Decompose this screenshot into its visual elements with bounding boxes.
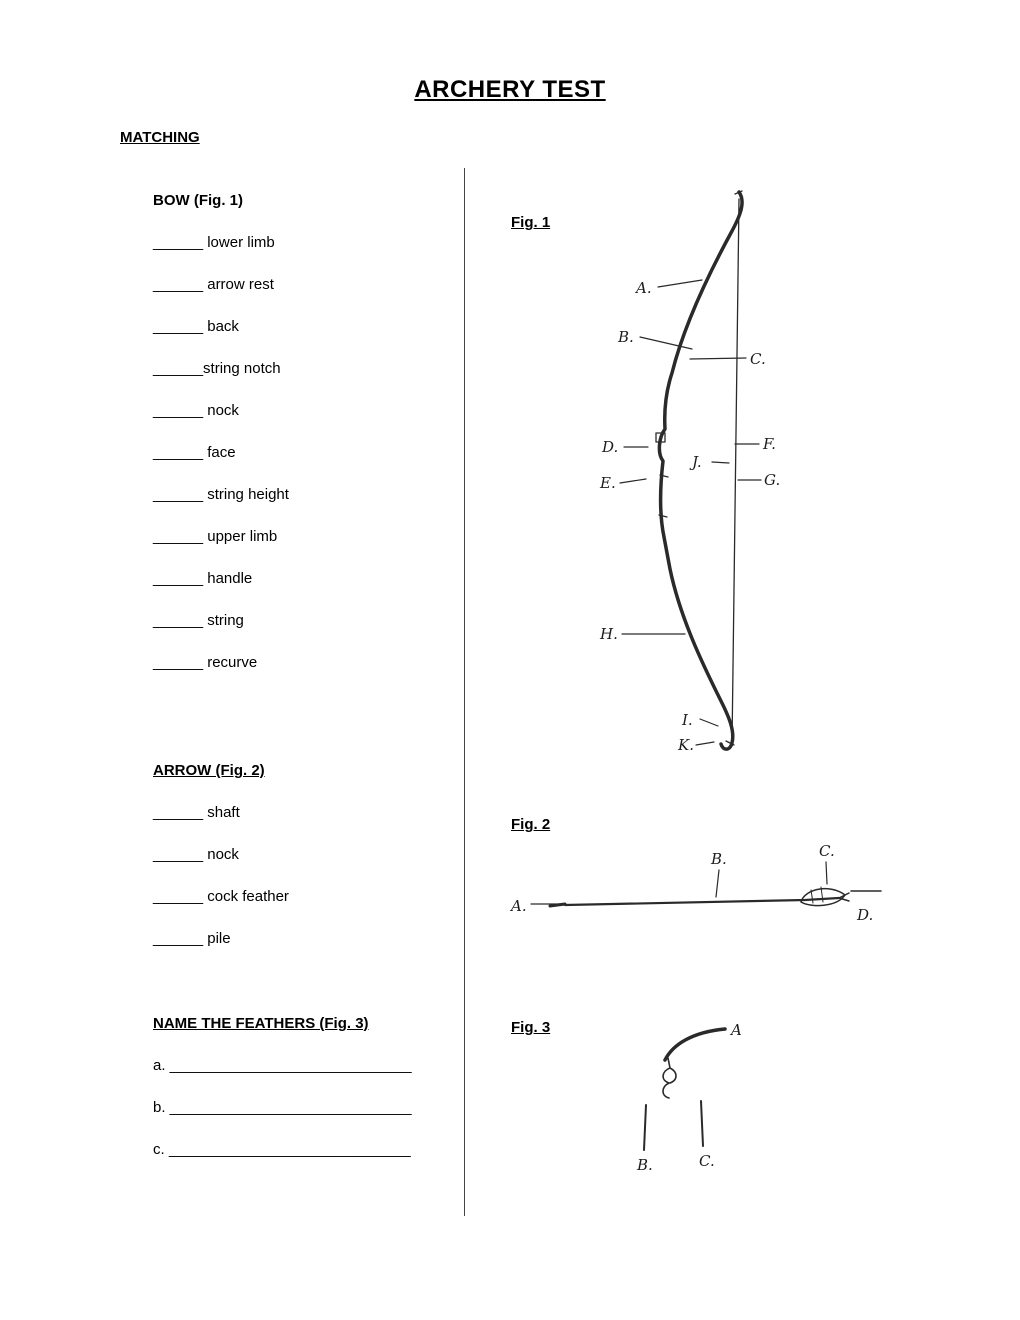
fig3-label-b: B. (637, 1156, 653, 1174)
fig1-pointer-e (620, 479, 646, 483)
fig1-pointer-j (712, 462, 729, 463)
feathers-item-list (153, 1057, 473, 1159)
matching-item: ______ nock (153, 846, 239, 863)
answer-line: a. _____________________________ (153, 1057, 412, 1074)
fig1-label-k: K. (678, 736, 694, 754)
matching-item: ______ face (153, 444, 236, 461)
bow-section (153, 192, 473, 672)
tip-notch-detail (726, 191, 742, 745)
fig3-label-c: C. (699, 1152, 715, 1170)
fig1-pointer-i (700, 719, 718, 726)
matching-item: ______ cock feather (153, 888, 289, 905)
feather-line-c (701, 1101, 703, 1146)
fig1-label-j: J. (692, 453, 702, 471)
arrow-item-list (153, 804, 473, 948)
matching-item: ______ recurve (153, 654, 258, 671)
fig2-pointer-b (716, 870, 719, 897)
fig2-label-d: D. (857, 906, 874, 924)
fig2-label-a: A. (511, 897, 527, 915)
matching-item: ______ string height (153, 486, 289, 503)
matching-item: ______ string (153, 612, 244, 629)
matching-item: ______ upper limb (153, 528, 278, 545)
nock-sketch (663, 1058, 676, 1098)
matching-item: ______ nock (153, 402, 239, 419)
fig1-label-b: B. (618, 328, 634, 346)
fig3-feathers-drawing (615, 1008, 765, 1183)
fig1-caption: Fig. 1 (511, 214, 551, 231)
arrow-section-heading: ARROW (Fig. 2) (153, 762, 265, 779)
fig2-label-c: C. (819, 842, 835, 860)
arrow-section (153, 762, 473, 948)
arrow-shaft-line (565, 898, 839, 905)
fig2-label-b: B. (711, 850, 727, 868)
matching-item: ______ arrow rest (153, 276, 274, 293)
fig1-label-i: I. (682, 711, 693, 729)
fig2-pointer-c (826, 862, 827, 884)
cock-feather-curve (665, 1029, 725, 1060)
fig1-pointer-a (658, 280, 702, 287)
matching-item: ______ handle (153, 570, 253, 587)
matching-item: ______ lower limb (153, 234, 275, 251)
feather-line-b (644, 1105, 646, 1150)
feathers-section (153, 1015, 473, 1159)
matching-item: ______ back (153, 318, 239, 335)
page-title: ARCHERY TEST (414, 76, 606, 103)
fig1-label-d: D. (602, 438, 619, 456)
fig1-label-f: F. (763, 435, 776, 453)
matching-heading: MATCHING (120, 129, 200, 146)
fig3-label-a: A (731, 1021, 742, 1039)
fig1-label-e: E. (600, 474, 616, 492)
fig1-pointer-k (696, 742, 714, 745)
fig1-label-g: G. (764, 471, 781, 489)
bow-item-list (153, 234, 473, 672)
fig1-bow-drawing (588, 185, 788, 765)
fig3-caption: Fig. 3 (511, 1019, 551, 1036)
answer-line: c. _____________________________ (153, 1141, 411, 1158)
matching-item: ______string notch (153, 360, 281, 377)
fig1-label-a: A. (636, 279, 652, 297)
fig1-label-c: C. (750, 350, 766, 368)
fig2-caption: Fig. 2 (511, 816, 551, 833)
bow-string-line (732, 199, 739, 745)
feathers-section-heading: NAME THE FEATHERS (Fig. 3) (153, 1015, 369, 1032)
answer-line: b. _____________________________ (153, 1099, 412, 1116)
matching-item: ______ pile (153, 930, 231, 947)
matching-item: ______ shaft (153, 804, 240, 821)
fig1-label-h: H. (600, 625, 618, 643)
bow-section-heading: BOW (Fig. 1) (153, 192, 243, 209)
fig2-arrow-drawing (505, 840, 885, 935)
